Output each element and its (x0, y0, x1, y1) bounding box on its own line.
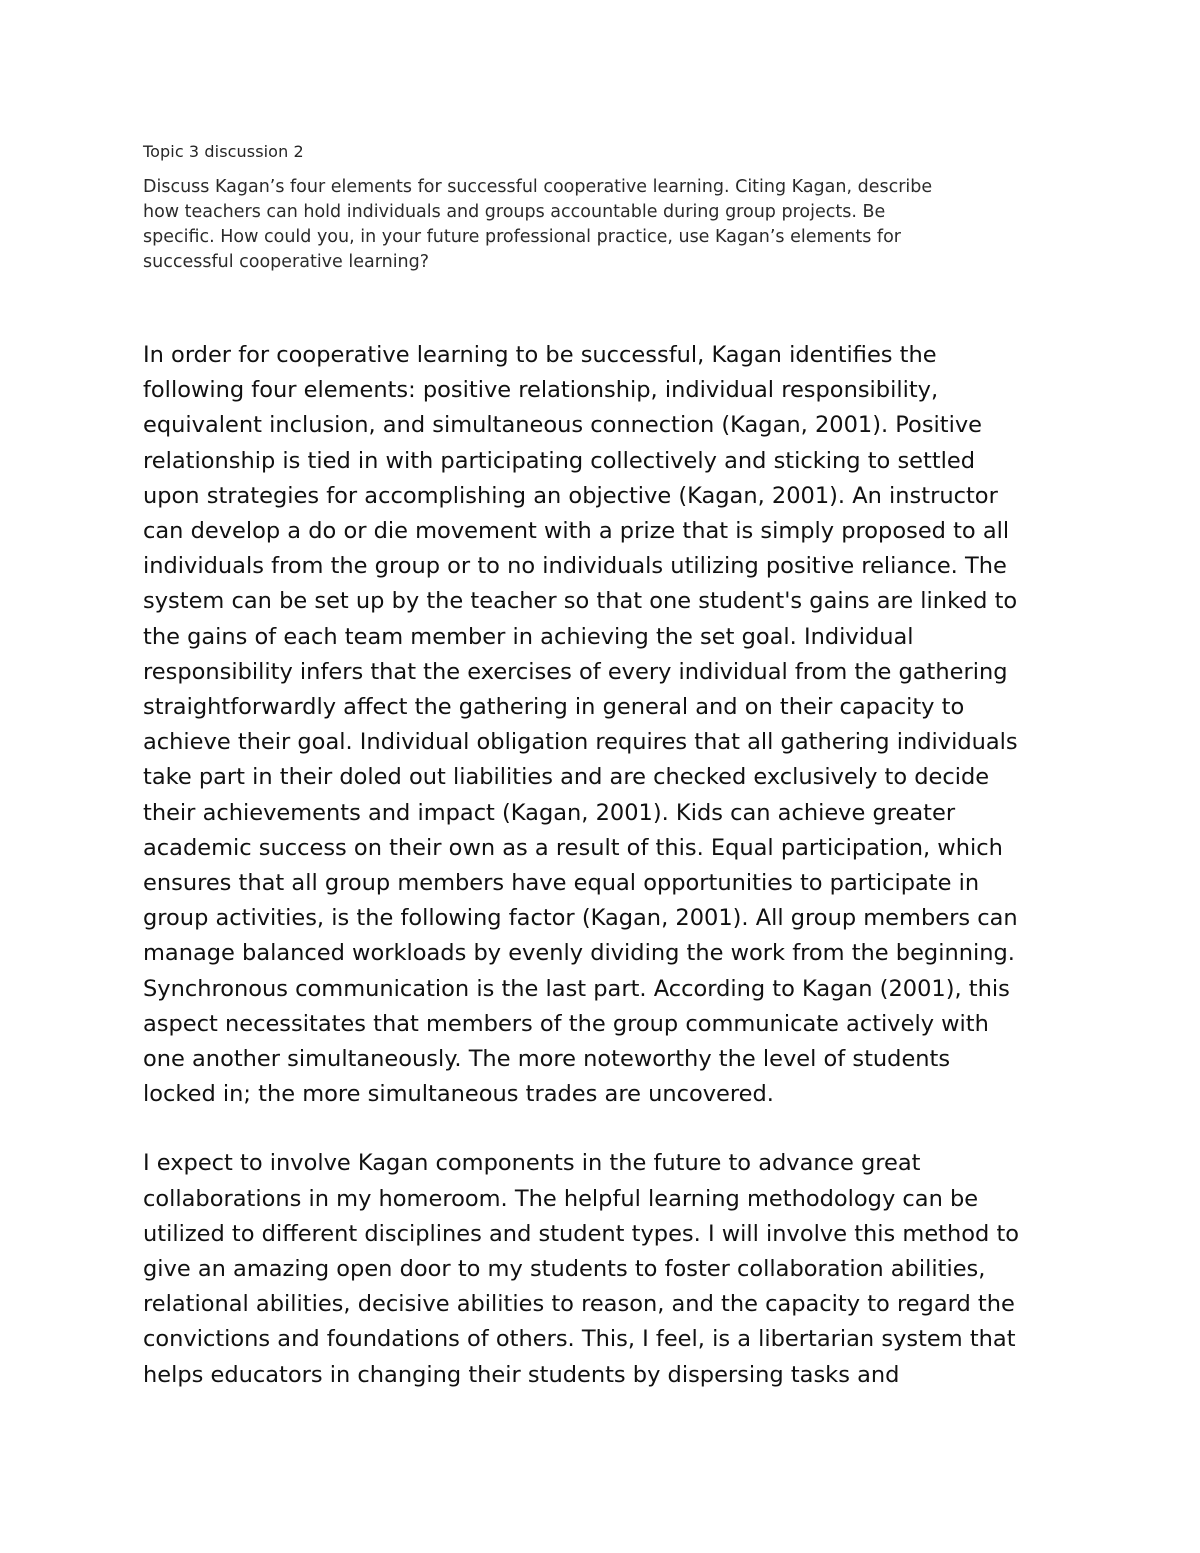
paragraph-line: straightforwardly affect the gathering in general and on their capacity to (143, 694, 965, 721)
paragraph-line: In order for cooperative learning to be successful, Kagan identifies the (143, 342, 937, 368)
prompt-line: specific. How could you, in your future professional practice, use Kagan’s elements for (143, 227, 901, 247)
paragraph-line: collaborations in my homeroom. The helpful learning methodology can be (143, 1185, 979, 1212)
paragraph-line: following four elements: positive relationship, individual responsibility, (143, 377, 939, 404)
paragraph-line: ensures that all group members have equal opportunities to participate in (143, 870, 980, 897)
paragraph-line: relational abilities, decisive abilities to reason, and the capacity to regard the (143, 1291, 1015, 1318)
paragraph-line: manage balanced workloads by evenly dividing the work from the beginning. (143, 940, 1015, 967)
paragraph-line: Synchronous communication is the last part. According to Kagan (2001), this (143, 975, 1010, 1002)
paragraph-line: take part in their doled out liabilities and are checked exclusively to decide (143, 764, 990, 791)
paragraph-line: group activities, is the following factor (Kagan, 2001). All group members can (143, 905, 1018, 932)
paragraph-line: aspect necessitates that members of the group communicate actively with (143, 1010, 989, 1037)
response-paragraph-2 (143, 1146, 1073, 1392)
discussion-prompt (143, 175, 1073, 275)
paragraph-line: academic success on their own as a result of this. Equal participation, which (143, 834, 1003, 861)
document-body (143, 140, 1073, 1393)
paragraph-line: individuals from the group or to no individuals utilizing positive reliance. The (143, 553, 1007, 580)
response-paragraph-1 (143, 338, 1073, 1112)
prompt-line: how teachers can hold individuals and groups accountable during group projects. Be (143, 202, 886, 222)
paragraph-line: the gains of each team member in achieving the set goal. Individual (143, 623, 914, 650)
paragraph-line: equivalent inclusion, and simultaneous connection (Kagan, 2001). Positive (143, 412, 983, 439)
paragraph-line: give an amazing open door to my students to foster collaboration abilities, (143, 1256, 986, 1283)
paragraph-line: utilized to different disciplines and student types. I will involve this method to (143, 1220, 1020, 1247)
paragraph-line: locked in; the more simultaneous trades are uncovered. (143, 1081, 774, 1108)
paragraph-line: convictions and foundations of others. This, I feel, is a libertarian system that (143, 1326, 1016, 1353)
paragraph-line: helps educators in changing their students by dispersing tasks and (143, 1361, 900, 1388)
paragraph-line: responsibility infers that the exercises of every individual from the gathering (143, 658, 1008, 685)
prompt-line: Discuss Kagan’s four elements for successful cooperative learning. Citing Kagan, describe (143, 177, 933, 197)
paragraph-line: one another simultaneously. The more noteworthy the level of students (143, 1046, 951, 1073)
document-title: Topic 3 discussion 2 (143, 142, 304, 161)
paragraph-line: system can be set up by the teacher so that one student's gains are linked to (143, 588, 1018, 615)
paragraph-line: achieve their goal. Individual obligation requires that all gathering individuals (143, 729, 1018, 756)
paragraph-line: their achievements and impact (Kagan, 2001). Kids can achieve greater (143, 799, 956, 826)
prompt-line: successful cooperative learning? (143, 252, 430, 272)
paragraph-line: can develop a do or die movement with a prize that is simply proposed to all (143, 518, 1010, 545)
paragraph-line: I expect to involve Kagan components in the future to advance great (143, 1150, 921, 1177)
paragraph-line: relationship is tied in with participating collectively and sticking to settled (143, 447, 976, 474)
paragraph-line: upon strategies for accomplishing an objective (Kagan, 2001). An instructor (143, 482, 998, 509)
